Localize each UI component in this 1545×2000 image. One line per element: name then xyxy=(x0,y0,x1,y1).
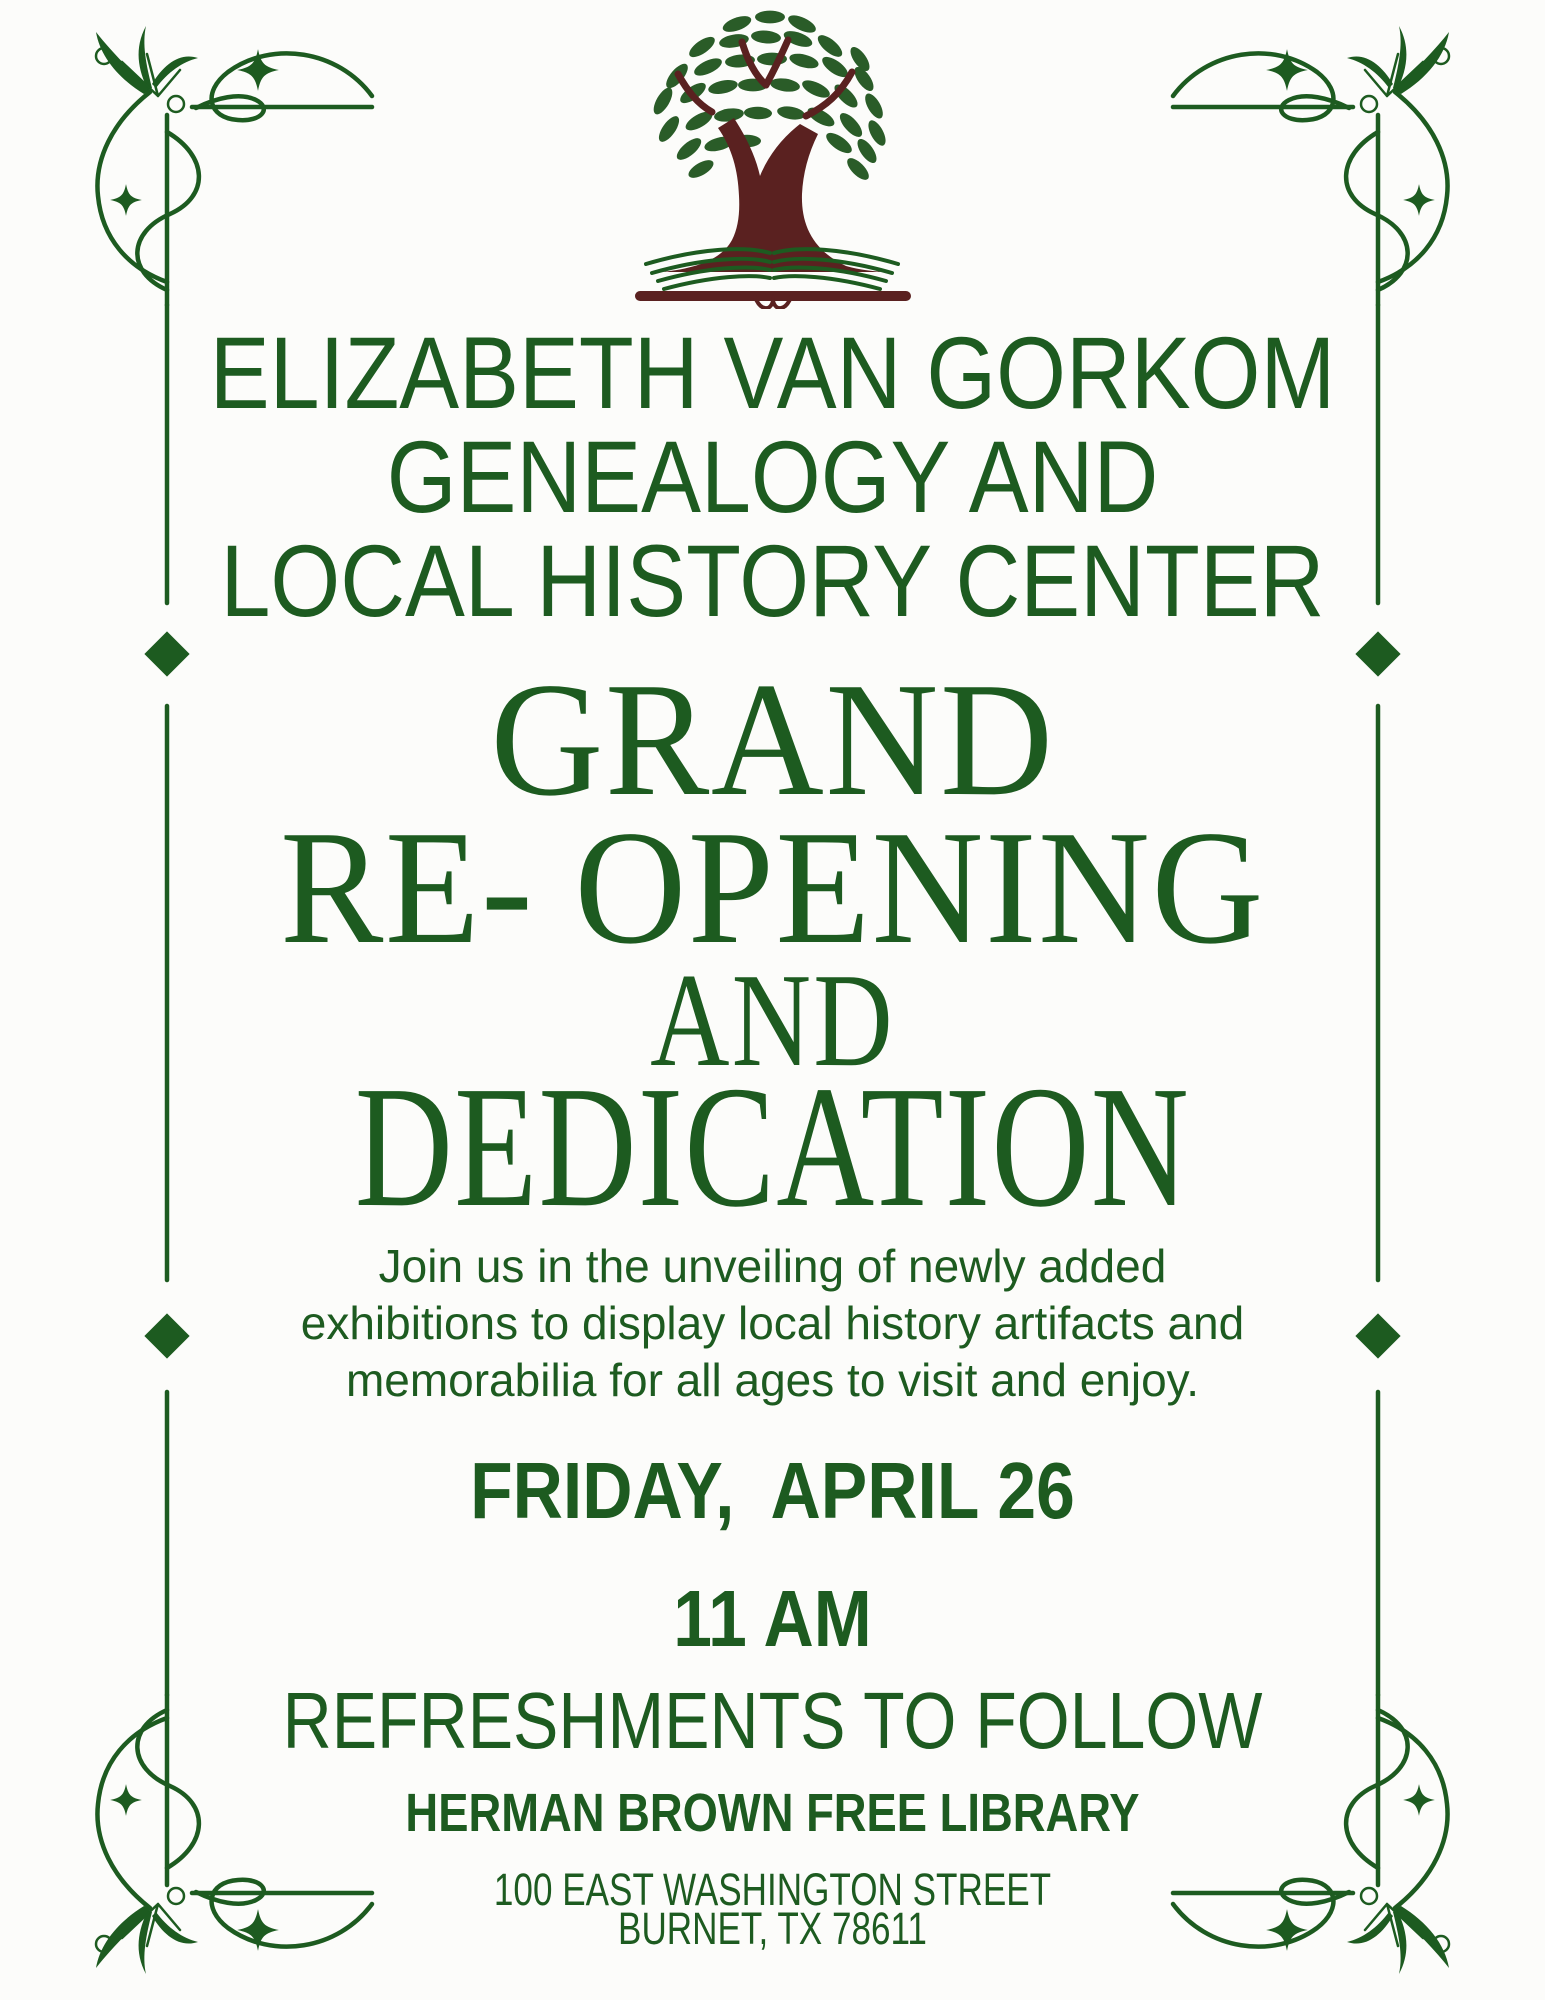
venue-address xyxy=(0,1864,1545,1954)
organization-name xyxy=(0,316,1545,638)
event-description xyxy=(0,1238,1545,1409)
event-time xyxy=(0,1574,1545,1663)
tree-canopy-leaves xyxy=(650,11,889,184)
refreshments-text: REFRESHMENTS TO FOLLOW xyxy=(282,1676,1263,1765)
event-title-line-1: GRAND xyxy=(490,650,1055,830)
description-line-2: exhibitions to display local history artifacts and xyxy=(300,1297,1245,1349)
event-title-dedication xyxy=(0,1050,1545,1243)
event-date xyxy=(0,1446,1545,1535)
refreshments-note xyxy=(0,1676,1545,1765)
description-line-3: memorabilia for all ages to visit and enjoy. xyxy=(345,1354,1200,1406)
event-title-line-3: AND xyxy=(650,946,895,1094)
tree-on-open-book-logo xyxy=(625,4,920,309)
venue-name-text: HERMAN BROWN FREE LIBRARY xyxy=(405,1783,1140,1843)
address-line-1: 100 EAST WASHINGTON STREET xyxy=(493,1864,1052,1915)
event-date-text: FRIDAY, APRIL 26 xyxy=(470,1446,1075,1535)
venue-name xyxy=(0,1783,1545,1843)
org-name-line-3: LOCAL HISTORY CENTER xyxy=(220,524,1325,638)
event-title-line-2: RE- OPENING xyxy=(280,798,1265,978)
org-name-line-2: GENEALOGY AND xyxy=(386,420,1159,534)
event-title-line-4: DEDICATION xyxy=(354,1050,1191,1243)
org-name-line-1: ELIZABETH VAN GORKOM xyxy=(209,316,1336,430)
address-line-2: BURNET, TX 78611 xyxy=(618,1903,927,1954)
description-line-1: Join us in the unveiling of newly added xyxy=(378,1240,1167,1292)
event-time-text: 11 AM xyxy=(673,1574,872,1663)
